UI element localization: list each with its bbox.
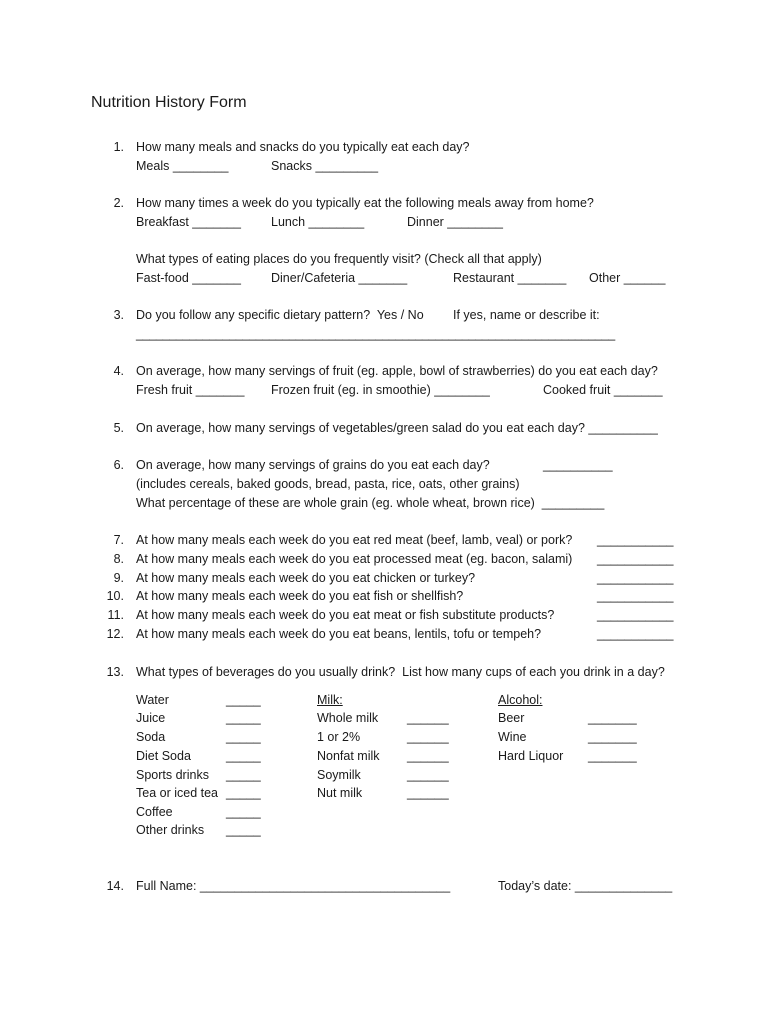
- q2-number: 2.: [113, 196, 124, 210]
- q10-text: At how many meals each week do you eat fish or shellfish?: [136, 589, 464, 603]
- q8-number: 8.: [113, 552, 124, 566]
- beverage-label-coffee: Coffee: [136, 805, 173, 819]
- q6-number: 6.: [113, 458, 124, 472]
- beverage-field-water[interactable]: _____: [226, 693, 261, 707]
- q2-fastfood-field[interactable]: Fast-food _______: [136, 271, 241, 285]
- q10-field[interactable]: ___________: [597, 589, 674, 603]
- milk-field-nonfat[interactable]: ______: [407, 749, 449, 763]
- milk-field-1-or-2[interactable]: ______: [407, 730, 449, 744]
- q6-grains-field[interactable]: __________: [543, 458, 613, 472]
- q11-field[interactable]: ___________: [597, 608, 674, 622]
- beverage-label-other: Other drinks: [136, 823, 205, 837]
- q9-field[interactable]: ___________: [597, 571, 674, 585]
- beverage-field-diet-soda[interactable]: _____: [226, 749, 261, 763]
- q7-field[interactable]: ___________: [597, 533, 674, 547]
- full-name-field[interactable]: Full Name: ____________________________________: [136, 879, 451, 893]
- q3-text: Do you follow any specific dietary pattern? Yes / No: [136, 308, 424, 322]
- q12-text: At how many meals each week do you eat beans, lentils, tofu or tempeh?: [136, 627, 542, 641]
- q2-breakfast-field[interactable]: Breakfast _______: [136, 215, 241, 229]
- milk-field-soymilk[interactable]: ______: [407, 768, 449, 782]
- q2-diner-field[interactable]: Diner/Cafeteria _______: [271, 271, 408, 285]
- beverage-label-juice: Juice: [136, 711, 166, 725]
- q2-dinner-field[interactable]: Dinner ________: [407, 215, 503, 229]
- q6-includes-text: (includes cereals, baked goods, bread, pasta, rice, oats, other grains): [136, 477, 520, 491]
- beverage-label-diet-soda: Diet Soda: [136, 749, 191, 763]
- milk-field-nut-milk[interactable]: ______: [407, 786, 449, 800]
- milk-label-1-or-2: 1 or 2%: [317, 730, 361, 744]
- q11-text: At how many meals each week do you eat meat or fish substitute products?: [136, 608, 555, 622]
- q8-text: At how many meals each week do you eat processed meat (eg. bacon, salami): [136, 552, 573, 566]
- q5-number: 5.: [113, 421, 124, 435]
- milk-label-nut-milk: Nut milk: [317, 786, 363, 800]
- q11-number: 11.: [107, 608, 124, 622]
- q1-snacks-field[interactable]: Snacks _________: [271, 159, 379, 173]
- q3-describe-field[interactable]: ________________________________________________________________________: [136, 327, 615, 341]
- beverage-field-sports-drinks[interactable]: _____: [226, 768, 261, 782]
- q4-fresh-field[interactable]: Fresh fruit _______: [136, 383, 245, 397]
- q12-field[interactable]: ___________: [597, 627, 674, 641]
- milk-label-nonfat: Nonfat milk: [317, 749, 380, 763]
- q1-meals-field[interactable]: Meals ________: [136, 159, 229, 173]
- q10-number: 10.: [106, 589, 124, 603]
- q4-text: On average, how many servings of fruit (eg. apple, bowl of strawberries) do you eat each day?: [136, 364, 658, 378]
- q4-frozen-field[interactable]: Frozen fruit (eg. in smoothie) ________: [271, 383, 490, 397]
- alcohol-field-beer[interactable]: _______: [588, 711, 637, 725]
- beverage-field-coffee[interactable]: _____: [226, 805, 261, 819]
- q6-text: On average, how many servings of grains do you eat each day?: [136, 458, 490, 472]
- beverage-label-sports-drinks: Sports drinks: [136, 768, 209, 782]
- q9-number: 9.: [113, 571, 124, 585]
- beverage-field-juice[interactable]: _____: [226, 711, 261, 725]
- milk-label-whole: Whole milk: [317, 711, 379, 725]
- q5-text-field[interactable]: On average, how many servings of vegetables/green salad do you eat each day? __________: [136, 421, 658, 435]
- beverage-label-water: Water: [136, 693, 169, 707]
- beverage-field-other[interactable]: _____: [226, 823, 261, 837]
- beverage-field-soda[interactable]: _____: [226, 730, 261, 744]
- todays-date-field[interactable]: Today’s date: ______________: [498, 879, 673, 893]
- form-title: Nutrition History Form: [91, 94, 247, 111]
- beverage-label-soda: Soda: [136, 730, 166, 744]
- alcohol-field-wine[interactable]: _______: [588, 730, 637, 744]
- q2-lunch-field[interactable]: Lunch ________: [271, 215, 365, 229]
- q13-text: What types of beverages do you usually drink? List how many cups of each you drink in a day?: [136, 665, 665, 679]
- q4-number: 4.: [113, 364, 124, 378]
- alcohol-label-beer: Beer: [498, 711, 525, 725]
- milk-label-soymilk: Soymilk: [317, 768, 361, 782]
- q4-cooked-field[interactable]: Cooked fruit _______: [543, 383, 663, 397]
- q12-number: 12.: [106, 627, 124, 641]
- q2-other-field[interactable]: Other ______: [589, 271, 666, 285]
- q1-text: How many meals and snacks do you typically eat each day?: [136, 140, 470, 154]
- q2-places-text: What types of eating places do you frequently visit? (Check all that apply): [136, 252, 542, 266]
- q1-number: 1.: [113, 140, 124, 154]
- q14-number: 14.: [106, 879, 124, 893]
- q3-ifyes-text: If yes, name or describe it:: [453, 308, 600, 322]
- q9-text: At how many meals each week do you eat chicken or turkey?: [136, 571, 476, 585]
- milk-field-whole[interactable]: ______: [407, 711, 449, 725]
- milk-header: Milk:: [317, 693, 343, 707]
- q7-number: 7.: [113, 533, 124, 547]
- q13-number: 13.: [106, 665, 124, 679]
- q2-text: How many times a week do you typically eat the following meals away from home?: [136, 196, 594, 210]
- alcohol-field-hard-liquor[interactable]: _______: [588, 749, 637, 763]
- q6-wholegrain-field[interactable]: What percentage of these are whole grain (eg. whole wheat, brown rice) _________: [136, 496, 605, 510]
- beverage-field-tea[interactable]: _____: [226, 786, 261, 800]
- alcohol-label-hard-liquor: Hard Liquor: [498, 749, 564, 763]
- q8-field[interactable]: ___________: [597, 552, 674, 566]
- q3-number: 3.: [113, 308, 124, 322]
- q2-restaurant-field[interactable]: Restaurant _______: [453, 271, 567, 285]
- alcohol-header: Alcohol:: [498, 693, 543, 707]
- alcohol-label-wine: Wine: [498, 730, 527, 744]
- beverage-label-tea: Tea or iced tea: [136, 786, 218, 800]
- q7-text: At how many meals each week do you eat red meat (beef, lamb, veal) or pork?: [136, 533, 573, 547]
